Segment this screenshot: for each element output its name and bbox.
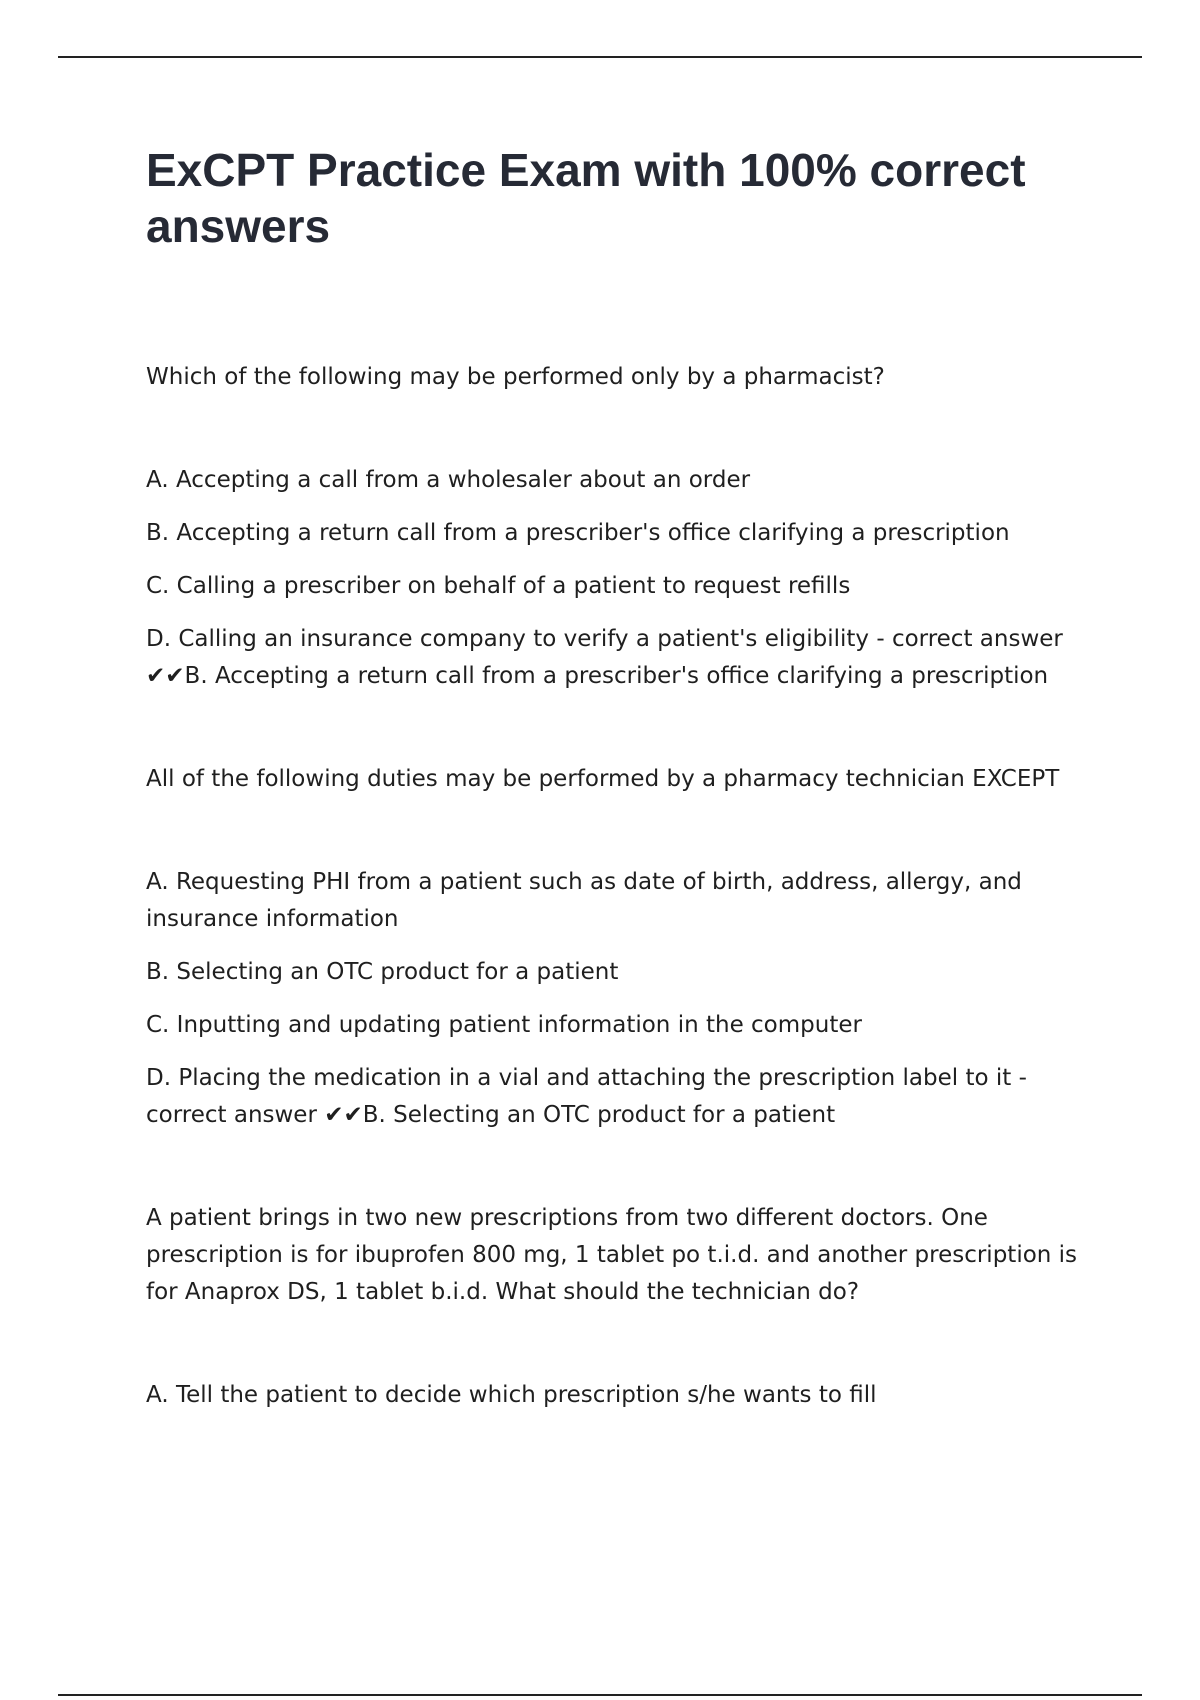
- header-rule: [58, 56, 1142, 58]
- document-body: [146, 142, 1086, 1414]
- answer-option-with-correct-answer: D. Calling an insurance company to verify a patient's eligibility - correct answer ✔✔B. Accepting a return call from a prescriber's office clarifying a prescription: [146, 626, 1063, 689]
- question-text: Which of the following may be performed only by a pharmacist?: [146, 364, 885, 390]
- answer-option: C. Inputting and updating patient information in the computer: [146, 1012, 862, 1038]
- answer-option: B. Selecting an OTC product for a patient: [146, 959, 619, 985]
- question-block-3: [146, 1200, 1086, 1414]
- answer-option: A. Accepting a call from a wholesaler about an order: [146, 467, 751, 493]
- answer-option: B. Accepting a return call from a prescriber's office clarifying a prescription: [146, 520, 1010, 546]
- answer-options: [146, 462, 1086, 695]
- answer-options: [146, 1377, 1086, 1414]
- document-title: ExCPT Practice Exam with 100% correct answers: [146, 144, 1026, 252]
- answer-option: A. Tell the patient to decide which prescription s/he wants to fill: [146, 1382, 877, 1408]
- answer-option-with-correct-answer: D. Placing the medication in a vial and attaching the prescription label to it - correct answer ✔✔B. Selecting an OTC product for a patient: [146, 1065, 1027, 1128]
- answer-option: A. Requesting PHI from a patient such as date of birth, address, allergy, and insurance information: [146, 869, 1022, 932]
- answer-option: C. Calling a prescriber on behalf of a patient to request refills: [146, 573, 851, 599]
- footer-rule: [58, 1694, 1142, 1696]
- question-text: A patient brings in two new prescriptions from two different doctors. One prescription is for ibuprofen 800 mg, 1 tablet po t.i.d. and another prescription is for Anaprox DS, 1 tablet b.i.d. What should the technician do?: [146, 1205, 1078, 1305]
- question-block-2: [146, 761, 1086, 1134]
- question-text: All of the following duties may be performed by a pharmacy technician EXCEPT: [146, 766, 1060, 792]
- question-block-1: [146, 359, 1086, 695]
- answer-options: [146, 864, 1086, 1134]
